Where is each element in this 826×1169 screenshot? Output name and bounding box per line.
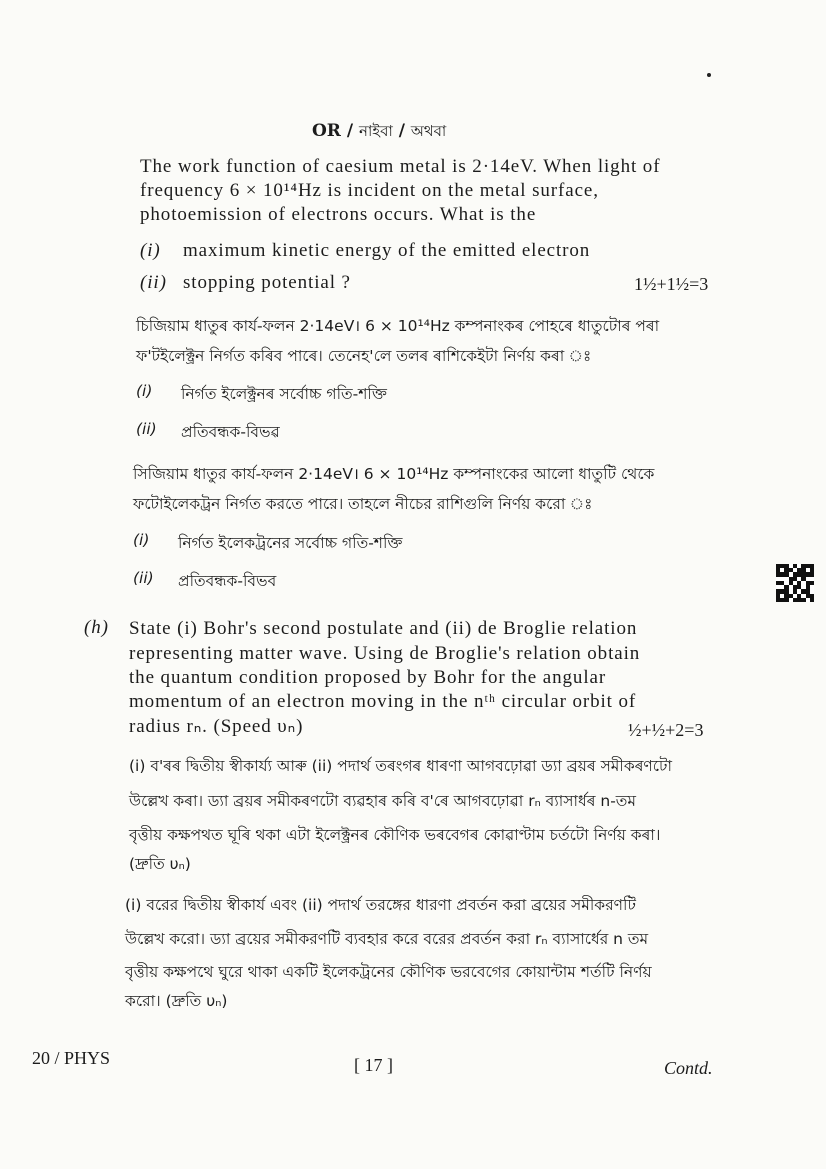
text-line: উল্লেখ করো। ড্যা ব্রয়ের সমীকরণটি ব্যবহার করে বরের প্রবর্তন করা rₙ ব্যাসার্ধের n তম bbox=[125, 930, 649, 948]
text-line: বৃত্তীয় কক্ষপথত ঘূৰি থকা এটা ইলেক্ট্ৰনৰ কৌণিক ভৰবেগৰ কোৱাণ্টাম চৰ্তটো নিৰ্ণয় কৰা। bbox=[129, 826, 661, 844]
item-text: maximum kinetic energy of the emitted electron bbox=[183, 240, 591, 261]
text-line: (দ্ৰুতি υₙ) bbox=[129, 855, 191, 873]
question-label: (h) bbox=[84, 617, 109, 638]
continued-note: Contd. bbox=[664, 1058, 713, 1078]
text-line: photoemission of electrons occurs. What is the bbox=[140, 204, 537, 225]
text-line: করো। (দ্রুতি υₙ) bbox=[125, 992, 228, 1010]
qr-code bbox=[776, 564, 814, 602]
item-label: (i) bbox=[133, 531, 150, 549]
text-line: frequency 6 × 10¹⁴Hz is incident on the metal surface, bbox=[140, 180, 599, 201]
item-text: নির্গত ইলেকট্রনের সর্বোচ্চ গতি-শক্তি bbox=[178, 534, 403, 552]
text-line: বৃত্তীয় কক্ষপথে ঘুরে থাকা একটি ইলেকট্রনের কৌণিক ভরবেগের কোয়ান্টাম শর্তটি নির্ণয় bbox=[125, 963, 652, 981]
speck-mark bbox=[707, 73, 711, 77]
text-line: চিজিয়াম ধাতুৰ কাৰ্য-ফলন 2·14eV। 6 × 10¹⁴Hz কম্পনাংকৰ পোহৰে ধাতুটোৰ পৰা bbox=[136, 317, 660, 335]
text-line: (i) বরের দ্বিতীয় স্বীকার্য এবং (ii) পদার্থ তরঙ্গের ধারণা প্রবর্তন করা ব্রয়ের সমীকরণটি bbox=[125, 896, 636, 914]
item-label: (ii) bbox=[133, 569, 154, 587]
text-line: The work function of caesium metal is 2·14eV. When light of bbox=[140, 156, 661, 177]
item-label: (i) bbox=[136, 382, 153, 400]
marks-allocation: ½+½+2=3 bbox=[628, 720, 704, 740]
text-line: সিজিয়াম ধাতুর কার্য-ফলন 2·14eV। 6 × 10¹⁴Hz কম্পনাংকের আলো ধাতুটি থেকে bbox=[133, 465, 655, 483]
item-text: প্রতিবন্ধক-বিভব bbox=[178, 572, 277, 590]
item-label: (ii) bbox=[136, 420, 157, 438]
text-line: ফটোইলেকট্রন নির্গত করতে পারে। তাহলে নীচের রাশিগুলি নির্ণয় করো ঃ bbox=[133, 495, 593, 513]
marks-allocation: 1½+1½=3 bbox=[634, 274, 709, 294]
text-line: the quantum condition proposed by Bohr for the angular bbox=[129, 667, 607, 688]
text-line: representing matter wave. Using de Broglie's relation obtain bbox=[129, 643, 641, 664]
text-line: State (i) Bohr's second postulate and (ii) de Broglie relation bbox=[129, 618, 638, 639]
text-line: radius rₙ. (Speed υₙ) bbox=[129, 716, 304, 737]
item-text: stopping potential ? bbox=[183, 272, 351, 293]
item-label: (ii) bbox=[140, 272, 167, 293]
item-label: (i) bbox=[140, 240, 161, 261]
item-text: নিৰ্গত ইলেক্ট্ৰনৰ সৰ্বোচ্চ গতি-শক্তি bbox=[181, 385, 387, 403]
text-line: উল্লেখ কৰা। ড্যা ব্ৰয়ৰ সমীকৰণটো ব্যৱহাৰ কৰি ব'ৰে আগবঢ়োৱা rₙ ব্যাসাৰ্ধৰ n-তম bbox=[129, 792, 637, 810]
item-text: প্ৰতিবন্ধক-বিভৱ bbox=[181, 423, 280, 441]
paper-code: 20 / PHYS bbox=[32, 1048, 111, 1068]
page-number: [ 17 ] bbox=[354, 1055, 393, 1075]
or-heading: OR / নাইবা / অথবা bbox=[312, 121, 447, 141]
text-line: ফ'টইলেক্ট্ৰন নিৰ্গত কৰিব পাৰে। তেনেহ'লে তলৰ ৰাশিকেইটা নিৰ্ণয় কৰা ঃ bbox=[136, 347, 592, 365]
text-line: momentum of an electron moving in the nᵗʰ circular orbit of bbox=[129, 691, 637, 712]
text-line: (i) ব'ৰৰ দ্বিতীয় স্বীকাৰ্য্য আৰু (ii) পদাৰ্থ তৰংগৰ ধাৰণা আগবঢ়োৱা ড্যা ব্ৰয়ৰ সমীকৰণটো bbox=[129, 757, 672, 775]
